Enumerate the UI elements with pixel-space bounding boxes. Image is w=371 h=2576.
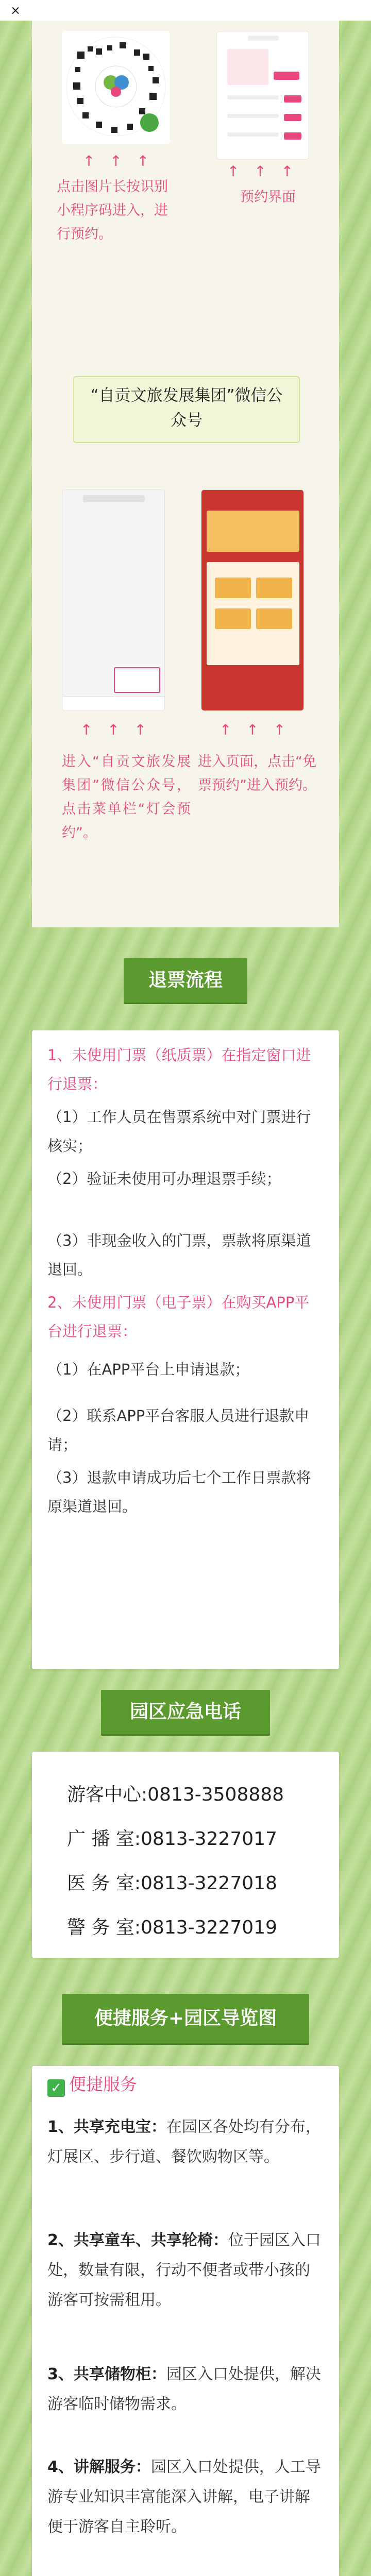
qr-code-icon [62, 31, 170, 144]
wechat-reservation-caption: 进入页面，点击“免票预约”进入预约。 [198, 754, 316, 793]
checkmark-icon: ✓ [47, 2079, 65, 2097]
arrows-indicator: ↑ ↑ ↑ [219, 721, 291, 738]
service-text: 位于园区入口处，数量有限，行动不便者或带小孩的游客可按需租用。 [47, 2231, 321, 2309]
service-name: 4、讲解服务： [47, 2458, 151, 2476]
service-item [47, 2226, 324, 2315]
phone-broadcast-room[interactable]: 广 播 室:0813-3227017 [67, 1828, 277, 1850]
service-name: 1、共享充电宝： [47, 2118, 166, 2136]
service-text: 园区入口处提供，解决游客临时储物需求。 [47, 2365, 321, 2413]
qr-caption: 点击图片长按识别小程序码进入，进行预约。 [57, 179, 168, 242]
service-name: 3、共享储物柜： [47, 2365, 166, 2383]
reservation-screenshot[interactable] [216, 31, 309, 160]
service-text: 在园区各处均有分布，灯展区、步行道、餐饮购物区等。 [47, 2118, 321, 2166]
arrows-indicator: ↑ ↑ ↑ [82, 152, 155, 170]
phone-visitor-center[interactable]: 游客中心:0813-3508888 [67, 1784, 284, 1805]
emergency-title: 园区应急电话 [101, 1690, 270, 1734]
refund-title: 退票流程 [124, 958, 247, 1003]
refund-paper-item: （2）验证未使用可办理退票手续； [47, 1170, 281, 1188]
refund-e-item: （3）退款申请成功后七个工作日票款将原渠道退回。 [47, 1469, 311, 1515]
service-name: 2、共享童车、共享轮椅： [47, 2231, 228, 2249]
refund-e-item: （1）在APP平台上申请退款； [47, 1361, 250, 1378]
services-section-heading [47, 2071, 137, 2097]
qr-code-image[interactable] [62, 31, 170, 144]
top-bar [0, 0, 371, 21]
service-text: 园区入口处提供，人工导游专业知识丰富能深入讲解，电子讲解便于游客自主聆听。 [47, 2458, 321, 2536]
phone-police-room[interactable]: 警 务 室:0813-3227019 [67, 1917, 277, 1938]
wechat-menu-caption: 进入“自贡文旅发展集团”微信公众号，点击菜单栏“灯会预约”。 [62, 754, 191, 841]
arrows-indicator: ↑ ↑ ↑ [80, 721, 152, 738]
service-item [47, 2112, 324, 2172]
wechat-heading: “自贡文旅发展集团”微信公众号 [90, 386, 283, 430]
wechat-menu-screenshot[interactable] [62, 489, 165, 711]
service-item [47, 2360, 324, 2419]
reservation-caption: 预约界面 [240, 189, 296, 205]
service-item [47, 2452, 324, 2542]
refund-paper-item: （1）工作人员在售票系统中对门票进行核实； [47, 1108, 311, 1155]
wechat-reservation-screenshot[interactable] [201, 489, 304, 711]
close-icon[interactable]: × [10, 3, 21, 18]
refund-paper-heading: 1、未使用门票（纸质票）在指定窗口进行退票： [47, 1046, 311, 1093]
refund-e-heading: 2、未使用门票（电子票）在购买APP平台进行退票： [47, 1294, 310, 1340]
refund-e-item: （2）联系APP平台客服人员进行退款申请； [47, 1407, 310, 1453]
phone-medical-room[interactable]: 医 务 室:0813-3227018 [67, 1873, 277, 1894]
services-section-label: 便捷服务 [69, 2074, 137, 2094]
arrows-indicator: ↑ ↑ ↑ [227, 163, 299, 180]
services-title: 便捷服务+园区导览图 [62, 1994, 309, 2043]
refund-paper-item: （3）非现金收入的门票，票款将原渠道退回。 [47, 1232, 311, 1278]
